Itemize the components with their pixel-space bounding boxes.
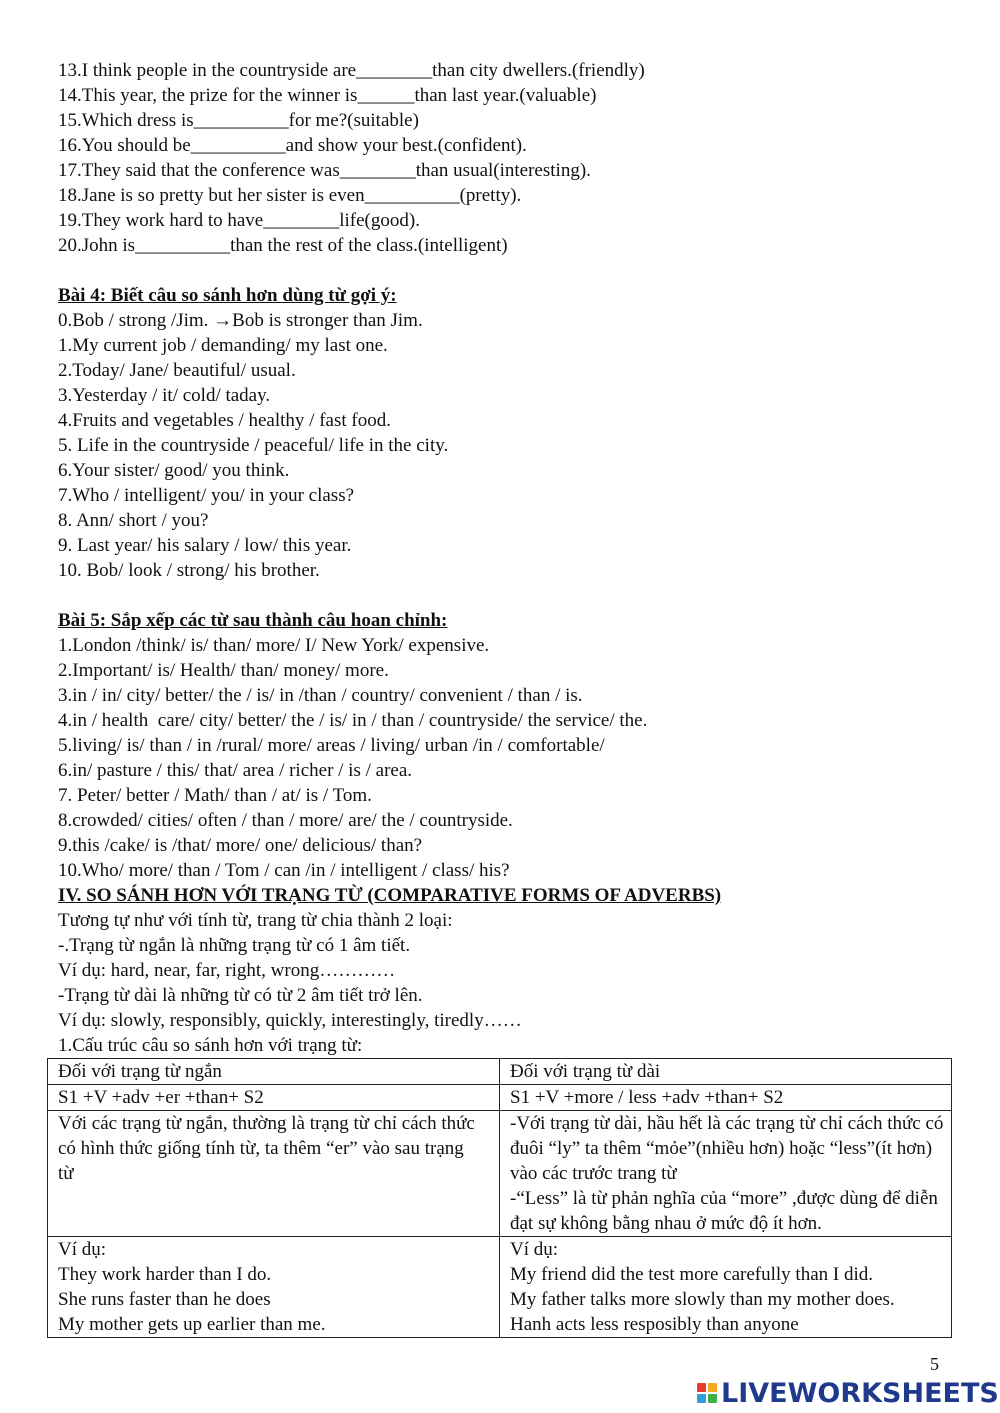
exercise-item: 1.London /think/ is/ than/ more/ I/ New York/ expensive.: [58, 635, 490, 656]
exercise-item: 1.My current job / demanding/ my last one.: [58, 335, 388, 356]
exercise-item: 7. Peter/ better / Math/ than / at/ is / Tom.: [58, 785, 372, 806]
table-row: [48, 1111, 952, 1237]
exercise-4: [58, 283, 958, 583]
section-4-text: 1.Cấu trúc câu so sánh hơn với trạng từ:: [58, 1035, 363, 1056]
exercise-item: 19.They work hard to have________life(good).: [58, 210, 420, 231]
section-4-text: Tương tự như với tính từ, trang từ chia thành 2 loại:: [58, 910, 453, 931]
section-4-text: -Trạng từ dài là những từ có từ 2 âm tiết trở lên.: [58, 985, 423, 1006]
exercise-item: 14.This year, the prize for the winner is______than last year.(valuable): [58, 85, 597, 106]
exercise-4-title: Bài 4: Biết câu so sánh hơn dùng từ gợi ý:: [58, 285, 397, 306]
exercise-item: 4.Fruits and vegetables / healthy / fast food.: [58, 410, 391, 431]
exercise-item: 20.John is__________than the rest of the class.(intelligent): [58, 235, 508, 256]
table-row: [48, 1059, 952, 1085]
exercise-5-title: Bài 5: Sắp xếp các từ sau thành câu hoan chỉnh:: [58, 610, 448, 631]
examples-short: [48, 1237, 500, 1338]
comparison-table: [47, 1058, 952, 1338]
example-sentence: My mother gets up earlier than me.: [58, 1314, 326, 1335]
rule-short: [48, 1111, 500, 1237]
page-number: 5: [930, 1354, 939, 1374]
rule-long-text: -“Less” là từ phản nghĩa của “more” ,được dùng để diễn đạt sự không bằng nhau ở mức độ ít hơn.: [510, 1188, 938, 1234]
section-4: [58, 883, 958, 1338]
liveworksheets-logo[interactable]: [697, 1378, 999, 1408]
example-sentence: Hanh acts less resposibly than anyone: [510, 1314, 799, 1335]
exercise-5: [58, 608, 958, 883]
exercise-item: 3.Yesterday / it/ cold/ taday.: [58, 385, 271, 406]
rule-long-text: -Với trạng từ dài, hầu hết là các trạng từ chỉ cách thức có đuôi “ly” ta thêm “mỏe”(nhiều hơn) hoặc “less”(ít hơn) vào các trước trang từ: [510, 1113, 944, 1184]
exercise-item: 6.Your sister/ good/ you think.: [58, 460, 290, 481]
table-header-short: Đối với trạng từ ngắn: [48, 1059, 500, 1085]
example-sentence: They work harder than I do.: [58, 1264, 272, 1285]
section-4-title: IV. SO SÁNH HƠN VỚI TRẠNG TỪ (COMPARATIVE FORMS OF ADVERBS): [58, 885, 722, 906]
exercise-item: 5. Life in the countryside / peaceful/ life in the city.: [58, 435, 449, 456]
exercise-item: 10.Who/ more/ than / Tom / can /in / intelligent / class/ his?: [58, 860, 510, 881]
exercise-item: 3.in / in/ city/ better/ the / is/ in /than / country/ convenient / than / is.: [58, 685, 583, 706]
exercise-item: 2.Today/ Jane/ beautiful/ usual.: [58, 360, 296, 381]
section-4-text: Ví dụ: hard, near, far, right, wrong…………: [58, 960, 396, 981]
exercise-item: 10. Bob/ look / strong/ his brother.: [58, 560, 320, 581]
exercise-item: 2.Important/ is/ Health/ than/ money/ more.: [58, 660, 389, 681]
exercise-item: 6.in/ pasture / this/ that/ area / richer / is / area.: [58, 760, 413, 781]
brand-name: LIVEWORKSHEETS: [721, 1377, 999, 1409]
exercise-item: 18.Jane is so pretty but her sister is even__________(pretty).: [58, 185, 522, 206]
exercise-item: 16.You should be__________and show your best.(confident).: [58, 135, 527, 156]
exercise-3-continued: [58, 58, 958, 258]
exercise-item: 13.I think people in the countryside are________than city dwellers.(friendly): [58, 60, 645, 81]
table-row: [48, 1085, 952, 1111]
exercise-item: 4.in / health care/ city/ better/ the / is/ in / than / countryside/ the service/ the.: [58, 710, 648, 731]
exercise-item: 7.Who / intelligent/ you/ in your class?: [58, 485, 355, 506]
rule-short-text: Với các trạng từ ngắn, thường là trạng từ chỉ cách thức có hình thức giống tính từ, ta thêm “er” vào sau trạng từ: [58, 1113, 475, 1184]
exercise-item: 17.They said that the conference was________than usual(interesting).: [58, 160, 591, 181]
exercise-item: 9.this /cake/ is /that/ more/ one/ delicious/ than?: [58, 835, 423, 856]
rule-long: [500, 1111, 952, 1237]
liveworksheets-logo-icon: [697, 1383, 717, 1403]
exercise-item: 9. Last year/ his salary / low/ this year.: [58, 535, 352, 556]
exercise-4-example: 0.Bob / strong /Jim. →Bob is stronger than Jim.: [58, 310, 423, 331]
table-header-long: Đối với trạng từ dài: [500, 1059, 952, 1085]
exercise-item: 8. Ann/ short / you?: [58, 510, 209, 531]
example-sentence: My father talks more slowly than my mother does.: [510, 1289, 895, 1310]
section-4-text: Ví dụ: slowly, responsibly, quickly, interestingly, tiredly……: [58, 1010, 522, 1031]
example-sentence: My friend did the test more carefully than I did.: [510, 1264, 874, 1285]
structure-long: S1 +V +more / less +adv +than+ S2: [500, 1085, 952, 1111]
structure-short: S1 +V +adv +er +than+ S2: [48, 1085, 500, 1111]
section-4-text: -.Trạng từ ngắn là những trạng từ có 1 âm tiết.: [58, 935, 411, 956]
example-sentence: She runs faster than he does: [58, 1289, 271, 1310]
example-label: Ví dụ:: [510, 1239, 559, 1260]
example-label: Ví dụ:: [58, 1239, 107, 1260]
table-row: [48, 1237, 952, 1338]
exercise-item: 8.crowded/ cities/ often / than / more/ are/ the / countryside.: [58, 810, 513, 831]
examples-long: [500, 1237, 952, 1338]
worksheet-page: [58, 58, 958, 1338]
exercise-item: 5.living/ is/ than / in /rural/ more/ areas / living/ urban /in / comfortable/: [58, 735, 605, 756]
exercise-item: 15.Which dress is__________for me?(suitable): [58, 110, 419, 131]
